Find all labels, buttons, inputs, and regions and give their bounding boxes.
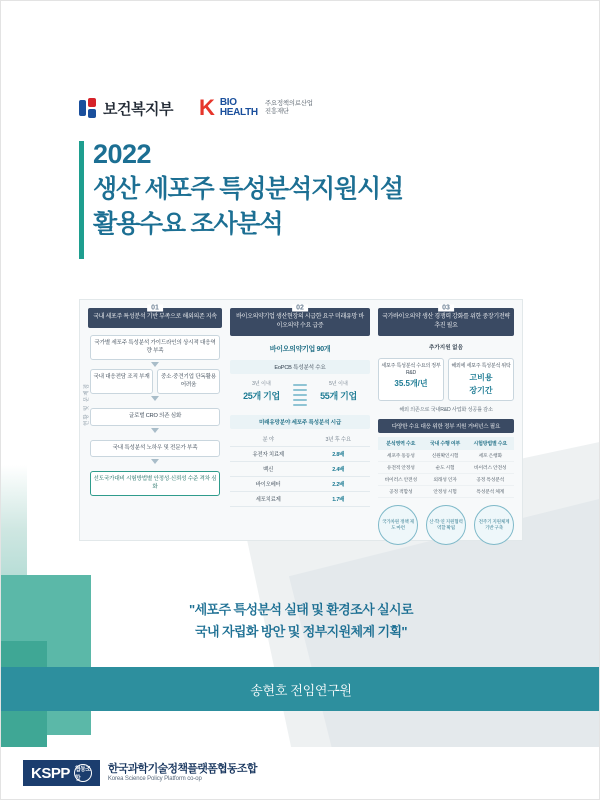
column-3-r4c2: 안정성 시험 bbox=[424, 485, 467, 497]
biohealth-sub-line1: 주요정책의료산업 bbox=[264, 99, 313, 107]
column-3-cell-row bbox=[378, 358, 514, 401]
column-2-number: 02 bbox=[292, 305, 308, 312]
column-3-cell-2 bbox=[448, 358, 514, 401]
author-bar bbox=[1, 667, 600, 711]
column-1-split-row bbox=[90, 369, 220, 394]
column-3-item-1: 고비용 bbox=[469, 372, 493, 382]
column-3-th-2: 국내 수행 여부 bbox=[424, 437, 467, 450]
column-2-row-1-value: 2.8배 bbox=[306, 447, 370, 462]
column-1-split-1: 국내 대응전담 조직 부재 bbox=[90, 369, 153, 394]
table-row bbox=[230, 447, 370, 462]
infographic-panel bbox=[79, 299, 523, 541]
column-2-heading: 바이오의약기업 생산현장의 시급한 요구 미래유망 바이오의약 수요 급증 bbox=[230, 308, 370, 336]
logo-row bbox=[79, 97, 313, 119]
table-row bbox=[230, 477, 370, 492]
column-3-heading: 국가바이오의약 생산 경쟁력 강화를 위한 중장기전략 추진 필요 bbox=[378, 308, 514, 336]
column-3-cell-2-text: 해외에 세포주 특성분석 위탁 bbox=[451, 363, 511, 369]
biohealth-sub-text bbox=[265, 100, 313, 116]
column-3-r4c1: 공정 적합성 bbox=[378, 485, 424, 497]
column-2-sub-title: EoPCB 특성분석 수요 bbox=[230, 360, 370, 374]
column-2-row-2-value: 2.4배 bbox=[306, 462, 370, 477]
column-3-cell-1-value: 35.5개/년 bbox=[394, 379, 428, 388]
title-block bbox=[93, 138, 403, 242]
column-2-value-row bbox=[230, 380, 370, 408]
dna-helix-icon bbox=[293, 382, 307, 408]
table-header-row bbox=[378, 437, 514, 450]
arrow-down-icon bbox=[151, 428, 159, 433]
ministry-logo-label: 보건복지부 bbox=[103, 100, 173, 118]
column-1-side-label: 현황 및 문제점 bbox=[84, 383, 90, 426]
column-2-cell-2-label: 5년 이내 bbox=[329, 381, 348, 387]
column-2-row-1-name: 유전자 치료제 bbox=[230, 447, 306, 462]
column-3-cell-1 bbox=[378, 358, 444, 401]
column-3-r3c1: 바이러스 안전성 bbox=[378, 473, 424, 485]
column-3-r3c3: 공정 특성분석 bbox=[466, 473, 514, 485]
column-2-table bbox=[230, 432, 370, 507]
column-3-bar-label: 다양한 수요 대응 위한 정부 지원 거버넌스 필요 bbox=[378, 419, 514, 433]
column-2-cell-1-value: 25개 기업 bbox=[243, 391, 280, 401]
quote-block bbox=[71, 599, 531, 643]
column-1-step-3: 국내 특성분석 노하우 및 전문가 부족 bbox=[90, 440, 220, 458]
biohealth-health-label: HEALTH bbox=[219, 107, 258, 118]
table-header-row bbox=[230, 432, 370, 447]
biohealth-k-letter: K bbox=[198, 95, 215, 120]
arrow-down-icon bbox=[151, 459, 159, 464]
column-3-circle-3: 전주기 지원체계 기반 구축 bbox=[474, 505, 514, 545]
kspp-logo-text: KSPP bbox=[31, 764, 70, 782]
column-2-th-1: 분 야 bbox=[230, 432, 306, 447]
column-2-row-2-name: 백신 bbox=[230, 462, 306, 477]
table-row bbox=[230, 492, 370, 507]
biohealth-words bbox=[220, 98, 258, 119]
title-line-2: 활용수요 조사분석 bbox=[93, 209, 283, 238]
column-3-note: 해외 의존으로 국내R&D 사업화 성공률 감소 bbox=[399, 406, 493, 413]
column-2-th-2: 3년 후 수요 bbox=[306, 432, 370, 447]
kspp-logo bbox=[23, 760, 100, 786]
column-2-cell-1 bbox=[230, 380, 293, 408]
footer-name-korean: 한국과학기술정책플랫폼협동조합 bbox=[107, 762, 257, 775]
table-row bbox=[378, 450, 514, 462]
column-1-heading: 국내 세포주 특성분석 기반 부족으로 해외의존 지속 bbox=[88, 308, 222, 328]
column-1-step-4: 선도국가대비 시험방법별 안정성·신뢰성 수준 격차 심화 bbox=[90, 471, 220, 496]
column-3-circle-1: 국가차원 정책 제도 마련 bbox=[378, 505, 418, 545]
column-2-row-3-name: 바이오베터 bbox=[230, 477, 306, 492]
author-name: 송현호 전임연구원 bbox=[250, 682, 352, 698]
column-3-circle-2: 산·학·연 지원협력 역할 확립 bbox=[426, 505, 466, 545]
biohealth-logo bbox=[199, 97, 313, 119]
ministry-of-health-logo bbox=[79, 98, 173, 119]
column-1-number: 01 bbox=[147, 305, 163, 312]
column-3-cell-1-text: 세포주 특성분석 수요의 정부 R&D bbox=[381, 363, 441, 376]
column-1-step-2: 글로벌 CRO 의존 심화 bbox=[90, 408, 220, 426]
column-2-row-4-name: 세포치료제 bbox=[230, 492, 306, 507]
column-3-r1c3: 세포 은행화 bbox=[466, 450, 514, 462]
table-row bbox=[230, 462, 370, 477]
column-2-cell-2-value: 55개 기업 bbox=[320, 391, 357, 401]
footer bbox=[1, 747, 600, 799]
biohealth-sub-line2: 진흥재단 bbox=[264, 108, 289, 115]
column-2-cell-1-label: 3년 이내 bbox=[252, 381, 271, 387]
column-1-split-2: 중소·중견기업 단독활용 어려움 bbox=[157, 369, 220, 394]
column-3-r2c1: 유전적 안정성 bbox=[378, 461, 424, 473]
column-2-row-3-value: 2.2배 bbox=[306, 477, 370, 492]
column-3-r2c3: 바이러스 안전성 bbox=[466, 461, 514, 473]
column-1-step-1: 국가별 세포주 특성분석 가이드라인의 상시적 대응역량 부족 bbox=[90, 335, 220, 360]
column-3-r3c2: 외래성 인자 bbox=[424, 473, 467, 485]
infographic-column-1 bbox=[84, 304, 222, 496]
column-3-circle-row bbox=[378, 505, 514, 545]
column-3-item-2: 장기간 bbox=[469, 385, 493, 395]
biohealth-bio-label: BIO bbox=[219, 96, 237, 108]
table-row bbox=[378, 473, 514, 485]
column-3-table bbox=[378, 437, 514, 498]
footer-name-english: Korea Science Policy Platform co-op bbox=[107, 776, 202, 782]
quote-line-2: 국내 자립화 방안 및 정부지원체계 기획" bbox=[195, 624, 407, 640]
column-3-number: 03 bbox=[438, 305, 454, 312]
column-3-r1c1: 세포주 동등성 bbox=[378, 450, 424, 462]
column-3-r2c2: 순도 시험 bbox=[424, 461, 467, 473]
column-3-r1c2: 신원확인시험 bbox=[424, 450, 467, 462]
table-row bbox=[378, 461, 514, 473]
kspp-logo-badge: 협동조합 bbox=[74, 764, 92, 782]
column-3-r4c3: 특성분석 체계 bbox=[466, 485, 514, 497]
table-row bbox=[378, 485, 514, 497]
column-2-survey-title: 바이오의약기업 90개 bbox=[269, 346, 331, 353]
column-2-cell-2 bbox=[307, 380, 370, 408]
column-2-row-4-value: 1.7배 bbox=[306, 492, 370, 507]
title-year: 2022 bbox=[93, 139, 152, 169]
column-3-th-1: 분석영역 수요 bbox=[378, 437, 424, 450]
arrow-down-icon bbox=[151, 396, 159, 401]
infographic-column-2 bbox=[230, 304, 370, 507]
title-line-1: 생산 세포주 특성분석지원시설 bbox=[93, 174, 403, 203]
quote-line-1: "세포주 특성분석 실태 및 환경조사 실시로 bbox=[189, 602, 413, 617]
column-2-table-title: 미래유망분야 세포주 특성분석 시급 bbox=[230, 415, 370, 429]
footer-org-name bbox=[108, 763, 257, 783]
taegeuk-icon bbox=[79, 98, 97, 118]
title-accent-bar bbox=[79, 141, 84, 259]
column-3-right-top-label: 추가지원 없음 bbox=[429, 345, 463, 351]
arrow-down-icon bbox=[151, 362, 159, 367]
infographic-column-3 bbox=[378, 304, 514, 545]
column-3-th-3: 시험방법별 수요 bbox=[466, 437, 514, 450]
